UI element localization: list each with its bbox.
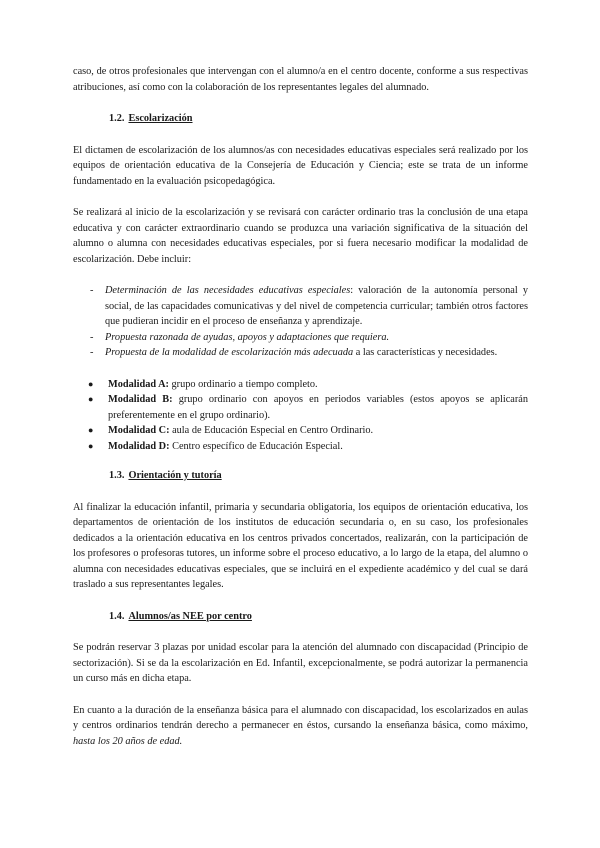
- modalidad-text: aula de Educación Especial en Centro Ordinario.: [169, 425, 374, 436]
- dash-marker: -: [90, 347, 94, 358]
- section-number: 1.4.: [109, 610, 125, 622]
- section-heading-escolarizacion: [73, 111, 528, 127]
- section-number: 1.3.: [109, 470, 125, 481]
- list-item: [73, 345, 528, 361]
- modalidad-label: Modalidad C:: [108, 425, 170, 436]
- orientacion-paragraph: Al finalizar la educación infantil, primaria y secundaria obligatoria, los equipos de orientación educativa, los departamentos de orientación de los institutos de educación secundaria o, en su caso, los profesionales dedicados a la orientación educativa en los centros privados concertados, realizarán, con la participación de los profesores o profesoras tutores, un informe sobre el proceso educativo, a lo largo de la etapa, del alumno o alumna con necesidades educativas especiales, que se incluirá en el expediente académico y del cual se dará traslado a sus representantes legales.: [73, 501, 528, 590]
- alumnos-nee-paragraph-2: [73, 703, 528, 750]
- dash-marker: -: [90, 331, 94, 343]
- dash-marker: -: [90, 285, 94, 296]
- list-item: [73, 330, 528, 346]
- section-title: Escolarización: [128, 113, 193, 124]
- paragraph-emphasis: hasta los 20 años de edad.: [73, 735, 183, 747]
- escolarizacion-paragraph-2: Se realizará al inicio de la escolarización y se revisará con carácter ordinario tras la conclusión de una etapa educativa y con carácter extraordinario cuando se produzca una variación significativa de la situación del alumno o alumna con necesidades educativas especiales, por si fuera necesario modificar la modalidad de escolarización. Debe incluir:: [73, 207, 528, 265]
- section-heading-alumnos-nee: [73, 609, 528, 625]
- modalidad-label: Modalidad D:: [108, 440, 170, 452]
- bullet-marker: ●: [88, 394, 94, 404]
- bullet-marker: ●: [88, 378, 94, 389]
- list-item: [73, 392, 528, 423]
- list-item-emphasis: Propuesta razonada de ayudas, apoyos y adaptaciones que requiera.: [105, 331, 390, 343]
- list-item-text: : valoración de la autonomía personal y social, de las capacidades comunicativas y del nivel de competencia curricular; también otros factores que pudieran incidir en el proceso de enseñanza y aprendizaje.: [105, 285, 528, 327]
- intro-paragraph: caso, de otros profesionales que intervengan con el alumno/a en el centro docente, conforme a sus respectivas atribuciones, así como con la colaboración de los representantes legales del alumnado.: [73, 66, 528, 93]
- section-heading-orientacion: [73, 468, 528, 484]
- bullet-marker: ●: [88, 425, 94, 435]
- list-item: [73, 377, 528, 393]
- modalidad-text: grupo ordinario con apoyos en periodos variables (estos apoyos se aplicarán preferentemente en el grupo ordinario).: [108, 394, 528, 421]
- document-page: [73, 64, 528, 749]
- dictamen-contents-list: [73, 283, 528, 361]
- list-item: [73, 283, 528, 330]
- list-item-text: a las características y necesidades.: [353, 347, 498, 358]
- section-number: 1.2.: [109, 113, 125, 124]
- modalidad-text: grupo ordinario a tiempo completo.: [168, 378, 318, 390]
- modalidad-label: Modalidad A:: [108, 378, 169, 390]
- escolarizacion-paragraph-1: El dictamen de escolarización de los alumnos/as con necesidades educativas especiales será realizado por los equipos de orientación educativa de la Consejería de Educación y Ciencia; este se trata de un informe fundamentado en la evaluación psicopedagógica.: [73, 144, 528, 187]
- list-item: [73, 423, 528, 439]
- paragraph-text: En cuanto a la duración de la enseñanza básica para el alumnado con discapacidad, los escolarizados en aulas y centros ordinarios tendrán derecho a permanecer en éstos, cursando la enseñanza básica, como máximo,: [73, 704, 528, 731]
- list-item-emphasis: Propuesta de la modalidad de escolarización más adecuada: [105, 347, 354, 358]
- list-item: [73, 439, 528, 455]
- modalidad-text: Centro específico de Educación Especial.: [169, 440, 343, 452]
- section-title: Orientación y tutoría: [128, 470, 222, 481]
- list-item-emphasis: Determinación de las necesidades educativas especiales: [105, 285, 351, 296]
- modalidades-list: [73, 377, 528, 455]
- bullet-marker: ●: [88, 440, 94, 451]
- alumnos-nee-paragraph-1: Se podrán reservar 3 plazas por unidad escolar para la atención del alumnado con discapacidad (Principio de sectorización). Si se da la escolarización en Ed. Infantil, excepcionalmente, se podrá autorizar la permanencia un curso más en dicha etapa.: [73, 642, 528, 684]
- modalidad-label: Modalidad B:: [108, 394, 173, 405]
- section-title: Alumnos/as NEE por centro: [128, 610, 252, 622]
